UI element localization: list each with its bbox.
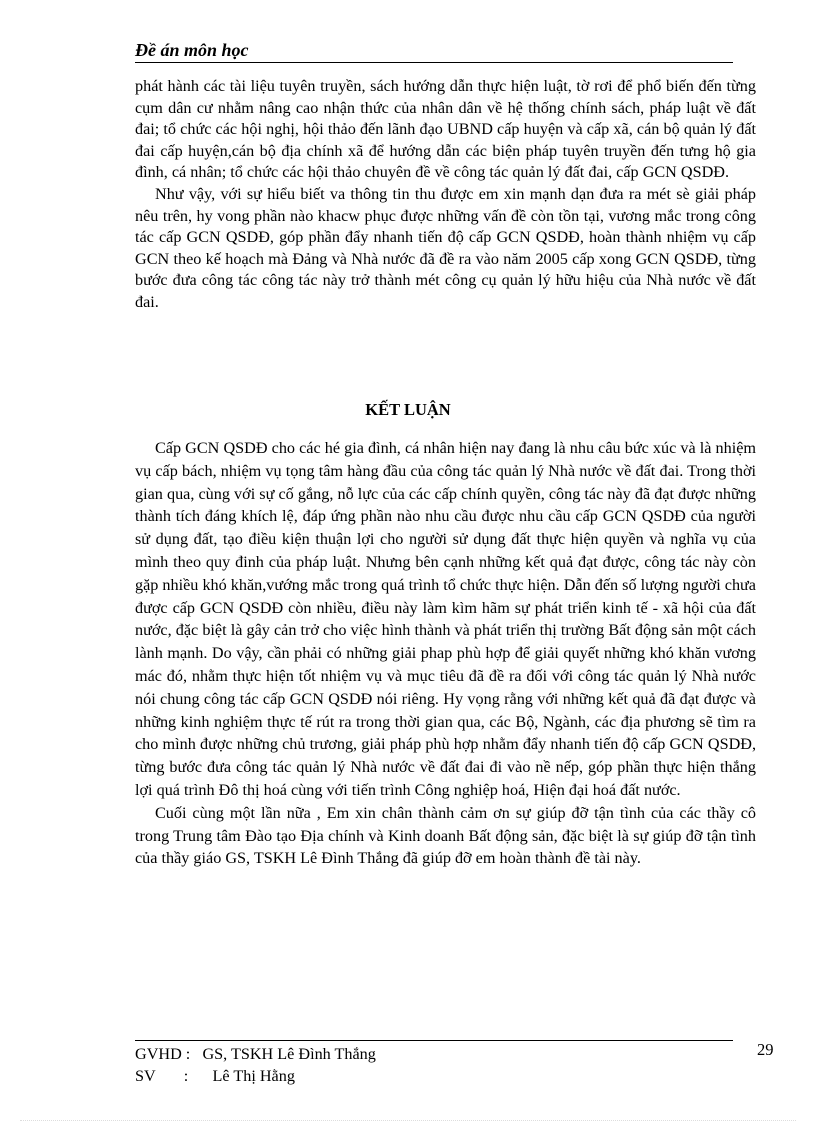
student-colon: : (183, 1067, 189, 1085)
conclusion-text (135, 437, 756, 870)
advisor-label: GVHD : (135, 1045, 191, 1063)
student-name: Lê Thị Hằng (212, 1067, 295, 1085)
advisor-name: GS, TSKH Lê Đình Thắng (202, 1045, 376, 1063)
body-paragraph: Như vậy, với sự hiểu biết va thông tin thu được em xin mạnh dạn đưa ra mét sè giải pháp nêu trên, hy vong phần nào khacw phục được những vấn đề còn tồn tại, vương mắc trong công tác cấp GCN QSDĐ, góp phần đẩy nhanh tiến độ cấp GCN QSDĐ, hoàn thành nhiệm vụ cấp GCN theo kế hoạch mà Đảng và Nhà nước đã đề ra vào năm 2005 cấp xong GCN QSDĐ, từng bước đưa công tác công tác này trở thành mét công cụ quản lý hữu hiệu của Nhà nước về đất đai. (135, 184, 756, 311)
header-title: Đề án môn học (135, 40, 249, 60)
conclusion-title: KẾT LUẬN (365, 400, 451, 419)
page-number: 29 (757, 1040, 774, 1059)
student-label: SV (135, 1067, 156, 1085)
footer-student-row (135, 1065, 376, 1087)
body-text (135, 76, 756, 314)
body-paragraph: phát hành các tài liệu tuyên truyền, sách hướng dẫn thực hiện luật, tờ rơi để phổ biến đến từng cụm dân cư nhằm nâng cao nhận thức của nhân dân về hệ thống chính sách, pháp luật về đất đai; tổ chức các hội nghị, hội thảo đến lãnh đạo UBND cấp huyện và cấp xã, cán bộ quản lý đất đai cấp huyện,cán bộ địa chính xã để hướng dẫn các biện pháp tuyên truyền đến tưng hộ gia đình, cá nhân; tổ chức các hội thảo chuyên đề về công tác quản lý đất đai, cấp GCN QSDĐ. (135, 77, 756, 182)
conclusion-paragraph: Cấp GCN QSDĐ cho các hé gia đình, cá nhân hiện nay đang là nhu câu bức xúc và là nhiệm vụ cấp bách, nhiệm vụ tọng tâm hàng đầu của công tác quản lý Nhà nước về đất đai. Trong thời gian qua, cùng với sự cố gắng, nỗ lực của các cấp chính quyền, công tác này đã đạt được những thành tích đáng khích lệ, đáp ứng phần nào nhu cầu được nhu cầu cấp GCN QSDĐ của người sử dụng đất, tạo điều kiện thuận lợi cho người sử dụng đất thực hiện quyền và nghĩa vụ của mình theo quy đinh của pháp luật. Nhưng bên cạnh những kết quả đạt được, công tác này còn gặp nhiều khó khăn,vướng mắc trong quá trình tổ chức thực hiện. Dẫn đến số lượng người chưa được cấp GCN QSDĐ còn nhiều, điều này làm kìm hãm sự phát triển kinh tế - xã hội của đất nước, đặc biệt là gây cản trở cho việc hình thành và phát triển thị trường Bất động sản một cách lành mạnh. Do vậy, cần phải có những giải phap phù hợp để giải quyết những khó khăn vương mác đó, nhằm thực hiện tốt nhiệm vụ và mục tiêu đã đề ra đối với công tác quản lý Nhà nước nói chung công tác cấp GCN QSDĐ nói riêng. Hy vọng rằng với những kết quả đã đạt được và những kinh nghiệm thực tế rút ra trong thời gian qua, các Bộ, Ngành, các địa phương sẽ tìm ra cho mình được những chủ trương, giải pháp phù hợp nhằm đẩy nhanh tiến độ cấp GCN QSDĐ, từng bước đưa công tác quản lý Nhà nước về đất đai đi vào nề nếp, góp phần thực hiện thắng lợi quá trình Đô thị hoá cùng với tiến trình Công nghiệp hoá, Hiện đại hoá đất nước. (135, 439, 756, 799)
conclusion-paragraph: Cuối cùng một lần nữa , Em xin chân thành cảm ơn sự giúp đỡ tận tình của các thầy cô trong Trung tâm Đào tạo Địa chính và Kinh doanh Bất động sản, đặc biệt là sự giúp đỡ tận tình của thầy giáo GS, TSKH Lê Đình Thắng đã giúp đỡ em hoàn thành đề tài này. (135, 803, 756, 868)
page-header (135, 38, 733, 63)
footer-advisor-row (135, 1043, 376, 1065)
footer-divider (135, 1040, 733, 1041)
page-footer (135, 1043, 376, 1087)
page-bottom-edge (20, 1120, 796, 1121)
